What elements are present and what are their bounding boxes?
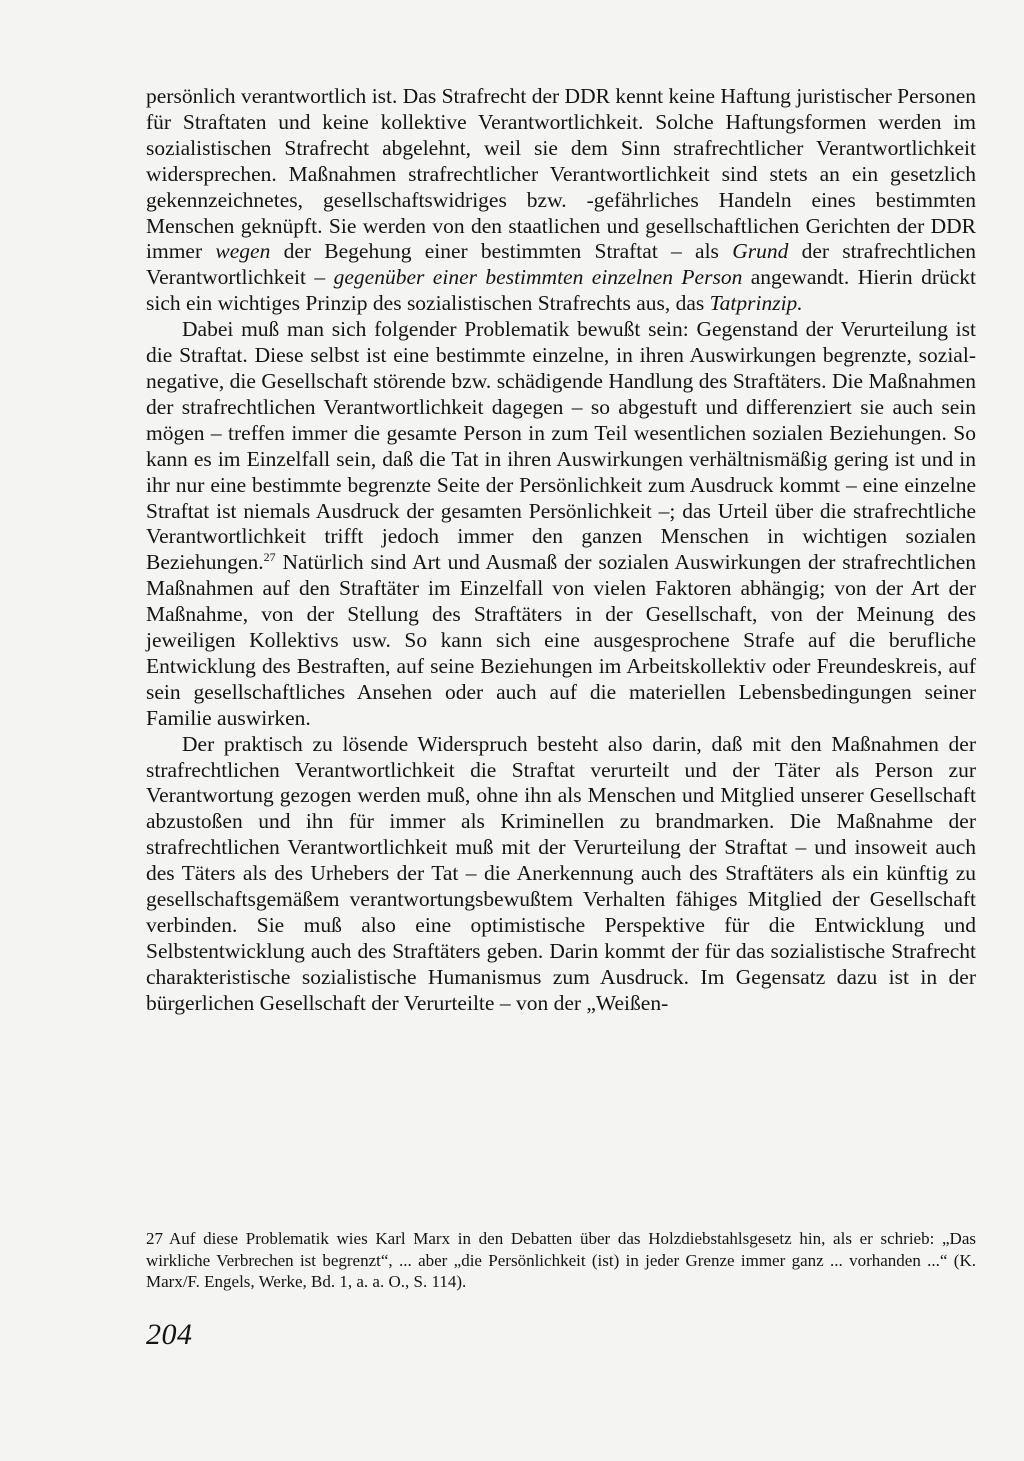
footnote	[146, 1228, 976, 1293]
emphasis-text: wegen	[215, 239, 271, 264]
footnote-number: 27	[146, 1229, 163, 1248]
paragraph-text: angewandt. Hierin drückt sich ein wichtiges Prinzip des sozialistischen Strafrechts aus, das	[146, 265, 976, 316]
paragraph	[146, 317, 976, 732]
paragraph	[146, 84, 976, 317]
paragraph-text: Der praktisch zu lösende Widerspruch besteht also darin, daß mit den Maßnahmen der strafrechtlichen Verantwortlichkeit die Straftat verurteilt und der Täter als Person zur Verantwortung gezogen werden muß, ohne ihn als Menschen und Mitglied unserer Gesellschaft abzustoßen und ihn für immer als Kriminellen zu brandmarken. Die Maßnahme der strafrechtlichen Verantwortlichkeit muß mit der Verurteilung der Straftat – und insoweit auch des Täters als des Urhebers der Tat – die Anerkennung auch des Straftäters als ein künftig zu gesellschaftsgemäßem verantwortungsbewußtem Verhalten fähiges Mitglied der Gesellschaft verbinden. Sie muß also eine optimistische Perspektive für die Entwicklung und Selbstentwicklung auch des Straftäters geben. Darin kommt der für das sozialistische Strafrecht charakteristische sozialistische Humanismus zum Ausdruck. Im Gegensatz dazu ist in der bürgerlichen Gesellschaft der Verurteilte – von der „Weißen-	[146, 731, 976, 1015]
paragraph-text: persönlich verantwortlich ist. Das Strafrecht der DDR kennt keine Haftung juristischer Personen für Straftaten und keine kollektive Verantwortlichkeit. Solche Haftungsformen werden im sozialistischen Strafrecht abgelehnt, weil sie dem Sinn strafrechtlicher Verantwortlichkeit widersprechen. Maßnahmen strafrechtlicher Verantwortlichkeit sind stets an ein gesetzlich gekennzeichnetes, gesellschaftswidriges bzw. -gefährliches Handeln eines bestimmten Menschen geknüpft. Sie werden von den staatlichen und gesellschaftlichen Gerichten der DDR immer	[146, 84, 976, 264]
page-number: 204	[146, 1318, 193, 1351]
footnote-reference: 27	[263, 550, 276, 565]
emphasis-text: gegenüber einer bestimmten einzelnen Person	[333, 265, 743, 290]
paragraph-text: Natürlich sind Art und Ausmaß der sozialen Auswirkungen der strafrechtlichen Maßnahmen auf den Straftäter im Einzelfall von vielen Faktoren abhängig; von der Art der Maßnahme, von der Stellung des Straftäters in der Gesellschaft, von der Meinung des jeweiligen Kollektivs usw. So kann sich eine ausgesprochene Strafe auf die berufliche Entwicklung des Bestraften, auf seine Beziehungen im Arbeitskollektiv oder Freundeskreis, auf sein gesellschaftliches Ansehen oder auch auf die materiellen Lebensbedingungen seiner Familie auswirken.	[146, 550, 976, 730]
paragraph-text: Dabei muß man sich folgender Problematik bewußt sein: Gegenstand der Verurteilung ist die Straftat. Diese selbst ist eine bestimmte einzelne, in ihren Auswirkungen begrenzte, sozial-negative, die Gesellschaft störende bzw. schädigende Handlung des Straftäters. Die Maßnahmen der strafrechtlichen Verantwortlichkeit dagegen – so abgestuft und differenziert sie auch sein mögen – treffen immer die gesamte Person in zum Teil wesentlichen sozialen Beziehungen. So kann es im Einzelfall sein, daß die Tat in ihren Auswirkungen verhältnismäßig gering ist und in ihr nur eine bestimmte begrenzte Seite der Persönlichkeit zum Ausdruck kommt – eine einzelne Straftat ist niemals Ausdruck der gesamten Persönlichkeit –; das Urteil über die strafrechtliche Verantwortlichkeit trifft jedoch immer den ganzen Menschen in wichtigen sozialen Beziehungen.	[146, 317, 976, 575]
footnote-text: Auf diese Problematik wies Karl Marx in den Debatten über das Holzdiebstahlsgesetz hin, als er schrieb: „Das wirkliche Verbrechen ist begrenzt“, ... aber „die Persönlichkeit (ist) in jeder Grenze immer ganz ... vorhanden ...“ (K. Marx/F. Engels, Werke, Bd. 1, a. a. O., S. 114).	[146, 1229, 976, 1291]
paragraph	[146, 732, 976, 1017]
paragraph-text: der strafrechtlichen Verantwortlichkeit –	[146, 239, 977, 290]
paragraph-text: der Begehung einer bestimmten Straftat – als	[270, 239, 733, 264]
emphasis-text: Grund	[732, 239, 789, 264]
body-text	[146, 84, 976, 1017]
emphasis-text: Tatprinzip.	[709, 291, 803, 316]
